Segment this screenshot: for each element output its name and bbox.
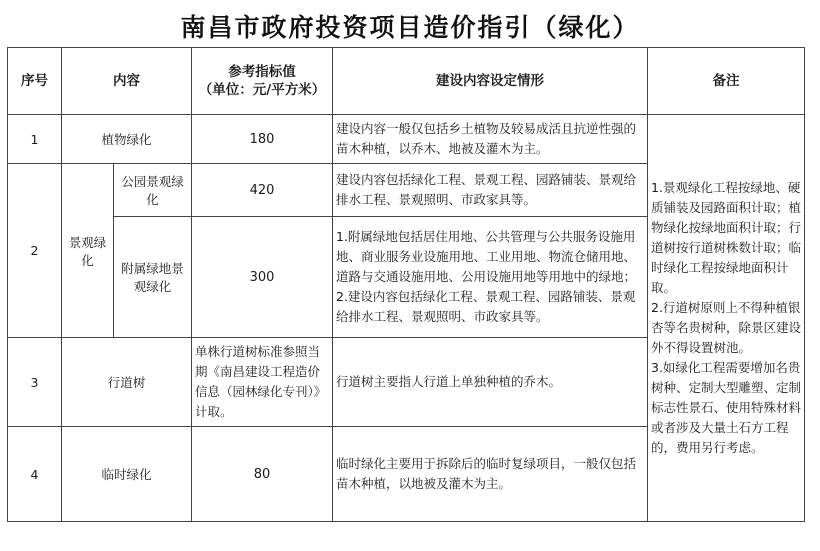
row3-value: 单株行道树标准参照当期《南昌建设工程造价信息（园林绿化专刊）》计取。	[192, 338, 333, 427]
row3-desc: 行道树主要指人行道上单独种植的乔木。	[333, 338, 648, 427]
row3-seq: 3	[8, 338, 62, 427]
page-title: 南昌市政府投资项目造价指引（绿化）	[180, 13, 640, 42]
row1-seq: 1	[8, 115, 62, 164]
header-row	[8, 48, 805, 115]
row1-desc: 建设内容一般仅包括乡土植物及较易成活且抗逆性强的苗木种植，以乔木、地被及灌木为主。	[333, 115, 648, 164]
row2-sub2-value: 300	[192, 217, 333, 338]
row2-sub2-name: 附属绿地景观绿化	[114, 217, 192, 338]
row4-value: 80	[192, 427, 333, 522]
row1-name: 植物绿化	[62, 115, 192, 164]
row2-sub2-desc-1: 1.附属绿地包括居住用地、公共管理与公共服务设施用地、商业服务业设施用地、工业用地、物流仓储用地、道路与交通设施用地、公用设施用地等用地中的绿地；	[336, 229, 637, 284]
row1-value: 180	[192, 115, 333, 164]
row2-name: 景观绿化	[62, 164, 114, 338]
row4-seq: 4	[8, 427, 62, 522]
row4-desc: 临时绿化主要用于拆除后的临时复绿项目，一般仅包括苗木种植，以地被及灌木为主。	[333, 427, 648, 522]
row2-seq: 2	[8, 164, 62, 338]
header-index-line1: 参考指标值	[228, 64, 296, 80]
header-index	[192, 48, 333, 115]
row2-sub1-name: 公园景观绿化	[114, 164, 192, 217]
header-seq: 序号	[8, 48, 62, 115]
row2-sub2-desc	[333, 217, 648, 338]
remark-2: 2.行道树原则上不得种植银杏等名贵树种，除景区建设外不得设置树池。	[651, 300, 802, 355]
header-index-line2: （单位：元/平方米）	[198, 82, 326, 98]
header-situation: 建设内容设定情形	[333, 48, 648, 115]
remarks-cell	[648, 115, 805, 522]
header-remark: 备注	[648, 48, 805, 115]
row2-sub1-value: 420	[192, 164, 333, 217]
remark-3: 3.如绿化工程需要增加名贵树种、定制大型雕塑、定制标志性景石、使用特殊材料或者涉及大量土石方工程的，费用另行考虑。	[651, 360, 802, 455]
header-content: 内容	[62, 48, 192, 115]
row4-name: 临时绿化	[62, 427, 192, 522]
table-row	[8, 115, 805, 164]
cost-guide-table	[7, 47, 805, 522]
row2-sub1-desc: 建设内容包括绿化工程、景观工程、园路铺装、景观给排水工程、景观照明、市政家具等。	[333, 164, 648, 217]
row3-name: 行道树	[62, 338, 192, 427]
remark-1: 1.景观绿化工程按绿地、硬质铺装及园路面积计取；植物绿化按绿地面积计取；行道树按行道树株数计取；临时绿化工程按绿地面积计取。	[651, 180, 802, 295]
row2-sub2-desc-2: 2.建设内容包括绿化工程、景观工程、园路铺装、景观给排水工程、景观照明、市政家具等。	[336, 289, 636, 324]
